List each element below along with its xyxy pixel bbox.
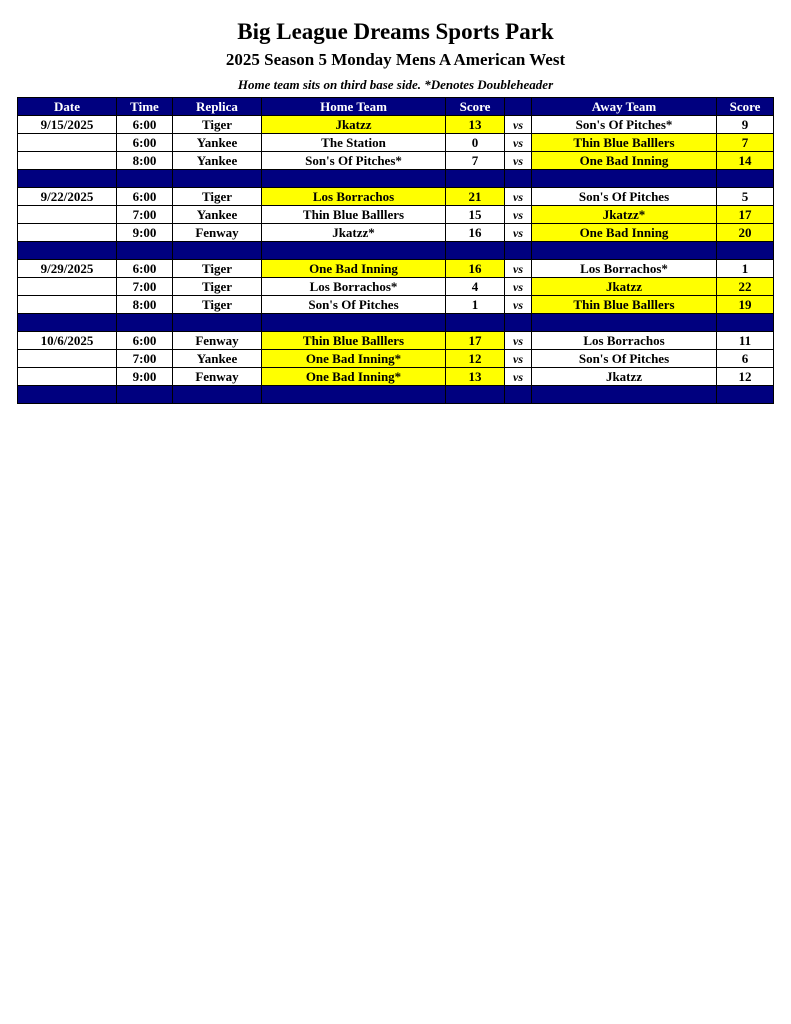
- week-separator-row: [18, 170, 774, 188]
- away-score: 6: [717, 350, 774, 368]
- away-team: Thin Blue Balllers: [532, 296, 717, 314]
- vs-label: vs: [505, 350, 532, 368]
- game-row: [18, 152, 774, 170]
- separator-cell: [446, 170, 505, 188]
- away-team: Son's Of Pitches*: [532, 116, 717, 134]
- separator-cell: [717, 170, 774, 188]
- separator-cell: [18, 242, 117, 260]
- away-score: 22: [717, 278, 774, 296]
- away-team: Son's Of Pitches: [532, 350, 717, 368]
- home-score: 12: [446, 350, 505, 368]
- separator-cell: [532, 242, 717, 260]
- vs-label: vs: [505, 224, 532, 242]
- header-home-team: Home Team: [262, 98, 446, 116]
- game-date: [18, 296, 117, 314]
- game-replica-field: Fenway: [173, 332, 262, 350]
- separator-cell: [117, 170, 173, 188]
- game-time: 9:00: [117, 368, 173, 386]
- home-team: Thin Blue Balllers: [262, 206, 446, 224]
- away-team: Jkatzz: [532, 368, 717, 386]
- away-team: Son's Of Pitches: [532, 188, 717, 206]
- separator-cell: [717, 242, 774, 260]
- away-team: Jkatzz: [532, 278, 717, 296]
- separator-cell: [505, 314, 532, 332]
- home-score: 1: [446, 296, 505, 314]
- separator-cell: [446, 314, 505, 332]
- game-row: [18, 134, 774, 152]
- game-replica-field: Yankee: [173, 350, 262, 368]
- home-score: 15: [446, 206, 505, 224]
- separator-cell: [262, 170, 446, 188]
- away-team: One Bad Inning: [532, 152, 717, 170]
- home-team: Jkatzz: [262, 116, 446, 134]
- away-team: One Bad Inning: [532, 224, 717, 242]
- game-time: 9:00: [117, 224, 173, 242]
- game-row: [18, 116, 774, 134]
- game-replica-field: Yankee: [173, 152, 262, 170]
- away-score: 19: [717, 296, 774, 314]
- vs-label: vs: [505, 152, 532, 170]
- schedule-table: [17, 97, 774, 404]
- game-date: 9/29/2025: [18, 260, 117, 278]
- away-score: 9: [717, 116, 774, 134]
- home-team: Jkatzz*: [262, 224, 446, 242]
- game-date: 9/15/2025: [18, 116, 117, 134]
- home-score: 16: [446, 260, 505, 278]
- header-time: Time: [117, 98, 173, 116]
- separator-cell: [18, 314, 117, 332]
- game-date: [18, 224, 117, 242]
- week-separator-row: [18, 386, 774, 404]
- home-score: 17: [446, 332, 505, 350]
- game-row: [18, 332, 774, 350]
- vs-label: vs: [505, 260, 532, 278]
- separator-cell: [117, 242, 173, 260]
- header-away-score: Score: [717, 98, 774, 116]
- game-replica-field: Tiger: [173, 278, 262, 296]
- game-time: 8:00: [117, 152, 173, 170]
- game-date: 9/22/2025: [18, 188, 117, 206]
- game-time: 6:00: [117, 188, 173, 206]
- separator-cell: [446, 242, 505, 260]
- header-replica: Replica: [173, 98, 262, 116]
- separator-cell: [173, 314, 262, 332]
- header-row: [18, 98, 774, 116]
- away-score: 12: [717, 368, 774, 386]
- separator-cell: [505, 242, 532, 260]
- game-replica-field: Tiger: [173, 116, 262, 134]
- separator-cell: [505, 170, 532, 188]
- vs-label: vs: [505, 332, 532, 350]
- vs-label: vs: [505, 116, 532, 134]
- game-replica-field: Tiger: [173, 260, 262, 278]
- vs-label: vs: [505, 188, 532, 206]
- game-date: [18, 368, 117, 386]
- game-row: [18, 296, 774, 314]
- separator-cell: [173, 386, 262, 404]
- game-time: 7:00: [117, 278, 173, 296]
- game-replica-field: Tiger: [173, 188, 262, 206]
- away-score: 7: [717, 134, 774, 152]
- home-score: 13: [446, 368, 505, 386]
- vs-label: vs: [505, 296, 532, 314]
- header-home-score: Score: [446, 98, 505, 116]
- separator-cell: [117, 386, 173, 404]
- away-score: 5: [717, 188, 774, 206]
- header-vs: [505, 98, 532, 116]
- separator-cell: [117, 314, 173, 332]
- away-score: 17: [717, 206, 774, 224]
- week-separator-row: [18, 314, 774, 332]
- vs-label: vs: [505, 368, 532, 386]
- vs-label: vs: [505, 134, 532, 152]
- home-team: One Bad Inning*: [262, 350, 446, 368]
- home-score: 13: [446, 116, 505, 134]
- separator-cell: [532, 170, 717, 188]
- game-row: [18, 260, 774, 278]
- home-team: Los Borrachos: [262, 188, 446, 206]
- separator-cell: [173, 242, 262, 260]
- away-score: 11: [717, 332, 774, 350]
- home-team: The Station: [262, 134, 446, 152]
- game-date: [18, 350, 117, 368]
- separator-cell: [262, 386, 446, 404]
- game-date: [18, 134, 117, 152]
- game-replica-field: Tiger: [173, 296, 262, 314]
- game-time: 6:00: [117, 260, 173, 278]
- separator-cell: [532, 314, 717, 332]
- home-score: 7: [446, 152, 505, 170]
- game-time: 7:00: [117, 350, 173, 368]
- home-team: Son's Of Pitches*: [262, 152, 446, 170]
- game-time: 8:00: [117, 296, 173, 314]
- away-team: Los Borrachos*: [532, 260, 717, 278]
- game-replica-field: Fenway: [173, 224, 262, 242]
- game-replica-field: Yankee: [173, 134, 262, 152]
- game-row: [18, 224, 774, 242]
- game-row: [18, 206, 774, 224]
- game-time: 7:00: [117, 206, 173, 224]
- page-title: Big League Dreams Sports Park: [237, 19, 554, 44]
- separator-cell: [717, 314, 774, 332]
- away-team: Jkatzz*: [532, 206, 717, 224]
- away-team: Los Borrachos: [532, 332, 717, 350]
- home-team: One Bad Inning: [262, 260, 446, 278]
- game-row: [18, 350, 774, 368]
- home-score: 21: [446, 188, 505, 206]
- game-date: [18, 152, 117, 170]
- away-score: 20: [717, 224, 774, 242]
- separator-cell: [262, 242, 446, 260]
- header-date: Date: [18, 98, 117, 116]
- vs-label: vs: [505, 278, 532, 296]
- game-row: [18, 188, 774, 206]
- home-team: Thin Blue Balllers: [262, 332, 446, 350]
- home-team: Los Borrachos*: [262, 278, 446, 296]
- away-score: 14: [717, 152, 774, 170]
- game-time: 6:00: [117, 134, 173, 152]
- home-score: 16: [446, 224, 505, 242]
- separator-cell: [18, 386, 117, 404]
- game-row: [18, 368, 774, 386]
- away-team: Thin Blue Balllers: [532, 134, 717, 152]
- separator-cell: [505, 386, 532, 404]
- home-team: One Bad Inning*: [262, 368, 446, 386]
- vs-label: vs: [505, 206, 532, 224]
- game-replica-field: Fenway: [173, 368, 262, 386]
- game-row: [18, 278, 774, 296]
- game-date: 10/6/2025: [18, 332, 117, 350]
- game-date: [18, 206, 117, 224]
- separator-cell: [446, 386, 505, 404]
- game-date: [18, 278, 117, 296]
- away-score: 1: [717, 260, 774, 278]
- home-score: 0: [446, 134, 505, 152]
- schedule-body: [18, 116, 774, 404]
- separator-cell: [532, 386, 717, 404]
- header-away-team: Away Team: [532, 98, 717, 116]
- game-replica-field: Yankee: [173, 206, 262, 224]
- page-subtitle: 2025 Season 5 Monday Mens A American West: [225, 50, 566, 69]
- doubleheader-note: Home team sits on third base side. *Denotes Doubleheader: [237, 77, 554, 92]
- game-time: 6:00: [117, 332, 173, 350]
- separator-cell: [173, 170, 262, 188]
- separator-cell: [18, 170, 117, 188]
- week-separator-row: [18, 242, 774, 260]
- separator-cell: [262, 314, 446, 332]
- home-score: 4: [446, 278, 505, 296]
- game-time: 6:00: [117, 116, 173, 134]
- separator-cell: [717, 386, 774, 404]
- home-team: Son's Of Pitches: [262, 296, 446, 314]
